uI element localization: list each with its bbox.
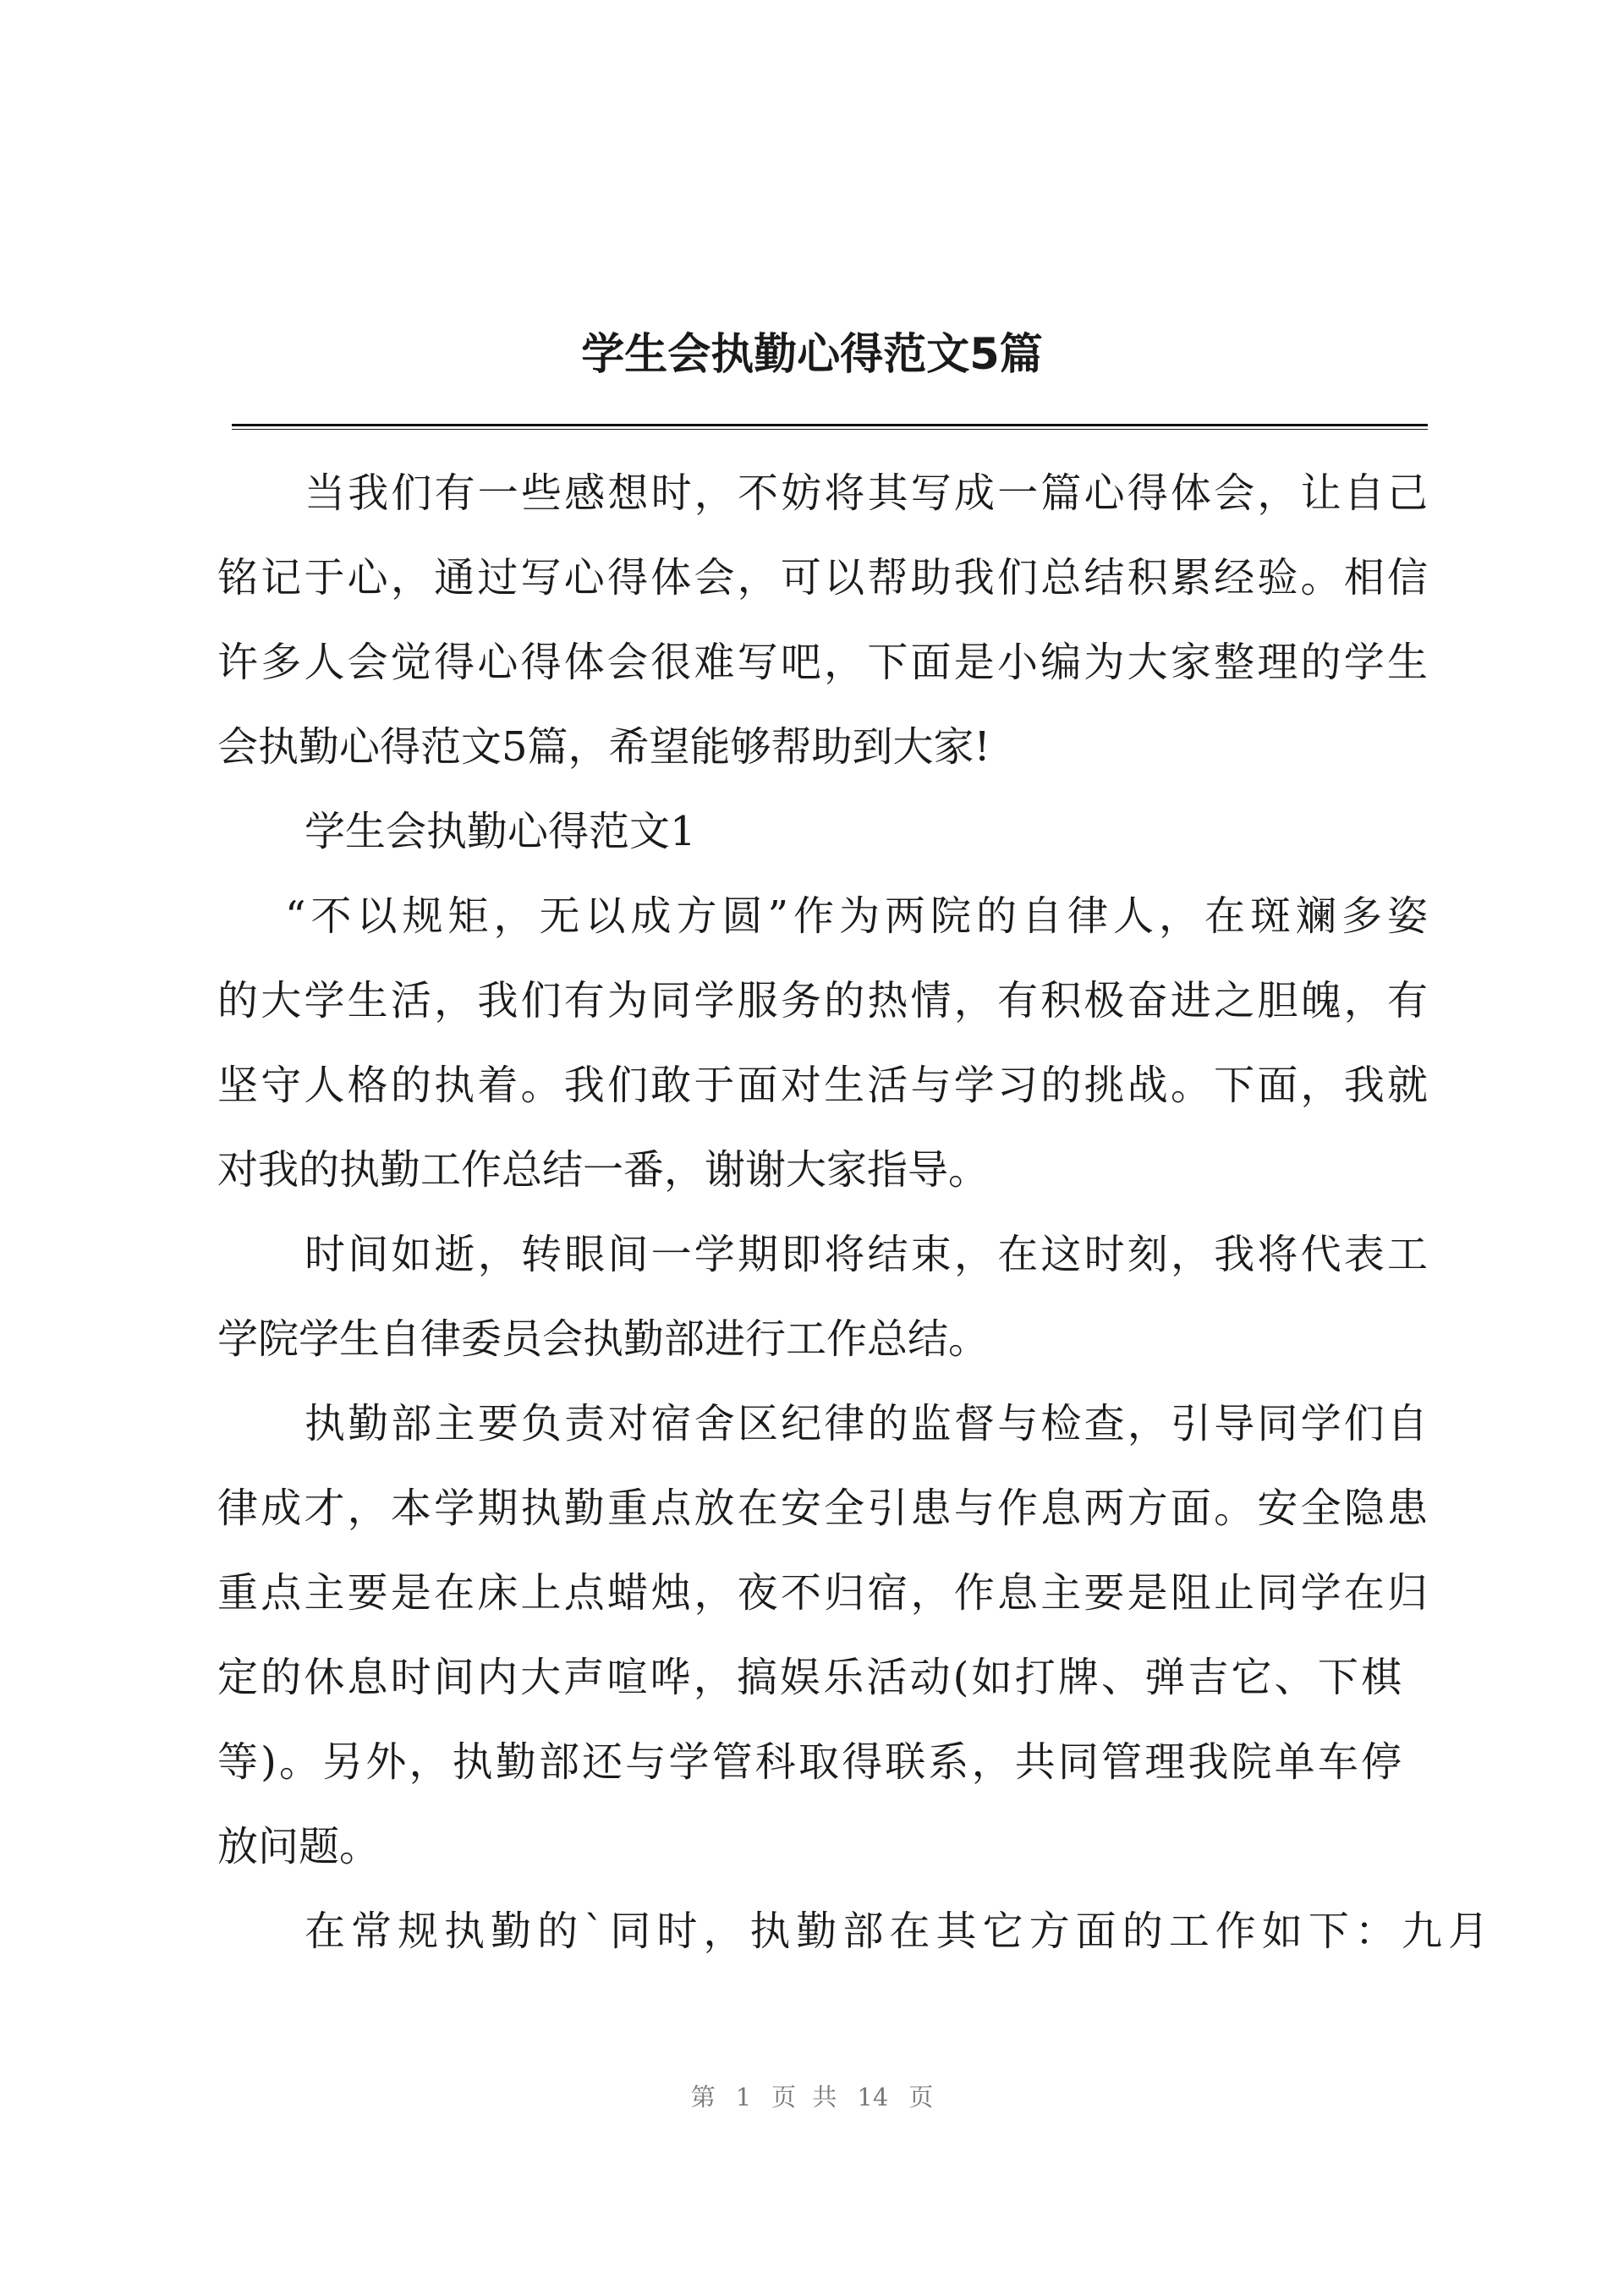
text-line: 等)。另外，执勤部还与学管科取得联系，共同管理我院单车停 <box>217 1738 1402 1786</box>
text-line: 执勤部主要负责对宿舍区纪律的监督与检查，引导同学们自 <box>304 1400 1428 1447</box>
text-line: 时间如逝，转眼间一学期即将结束，在这时刻，我将代表工 <box>304 1231 1428 1278</box>
document-title: 学生会执勤心得范文5篇 <box>581 330 1043 380</box>
text-line: 许多人会觉得心得体会很难写吧，下面是小编为大家整理的学生 <box>217 639 1428 686</box>
document-body <box>217 451 1489 1974</box>
text-line: 律成才，本学期执勤重点放在安全引患与作息两方面。安全隐患 <box>217 1485 1428 1532</box>
text-line: 在常规执勤的`同时，执勤部在其它方面的工作如下：九月 <box>304 1908 1489 1955</box>
text-line: 重点主要是在床上点蜡烛，夜不归宿，作息主要是阻止同学在归 <box>217 1569 1428 1617</box>
total-pages: 14 <box>857 2083 889 2111</box>
section-heading: 学生会执勤心得范文1 <box>304 808 696 855</box>
text-line: 的大学生活，我们有为同学服务的热情，有积极奋进之胆魄，有 <box>217 977 1428 1024</box>
footer-prefix: 第 <box>690 2083 716 2111</box>
text-line: 对我的执勤工作总结一番，谢谢大家指导。 <box>217 1146 990 1194</box>
text-line: 当我们有一些感想时，不妨将其写成一篇心得体会，让自己 <box>304 469 1428 517</box>
title-divider <box>232 424 1428 426</box>
text-line: 放问题。 <box>217 1823 381 1870</box>
text-line: 坚守人格的执着。我们敢于面对生活与学习的挑战。下面，我就 <box>217 1062 1428 1109</box>
footer-suffix: 页 <box>908 2083 934 2111</box>
current-page-number: 1 <box>735 2083 752 2111</box>
page-footer <box>0 2078 1624 2113</box>
text-line: 学院学生自律委员会执勤部进行工作总结。 <box>217 1315 990 1363</box>
text-line: “不以规矩，无以成方圆”作为两院的自律人，在斑斓多姿 <box>285 892 1428 940</box>
text-line: 定的休息时间内大声喧哗，搞娱乐活动(如打牌、弹吉它、下棋 <box>217 1654 1402 1701</box>
footer-middle: 页 共 <box>771 2083 837 2111</box>
text-line: 铭记于心，通过写心得体会，可以帮助我们总结积累经验。相信 <box>217 554 1428 601</box>
title-divider-thin <box>232 429 1428 430</box>
text-line: 会执勤心得范文5篇，希望能够帮助到大家! <box>217 723 990 771</box>
